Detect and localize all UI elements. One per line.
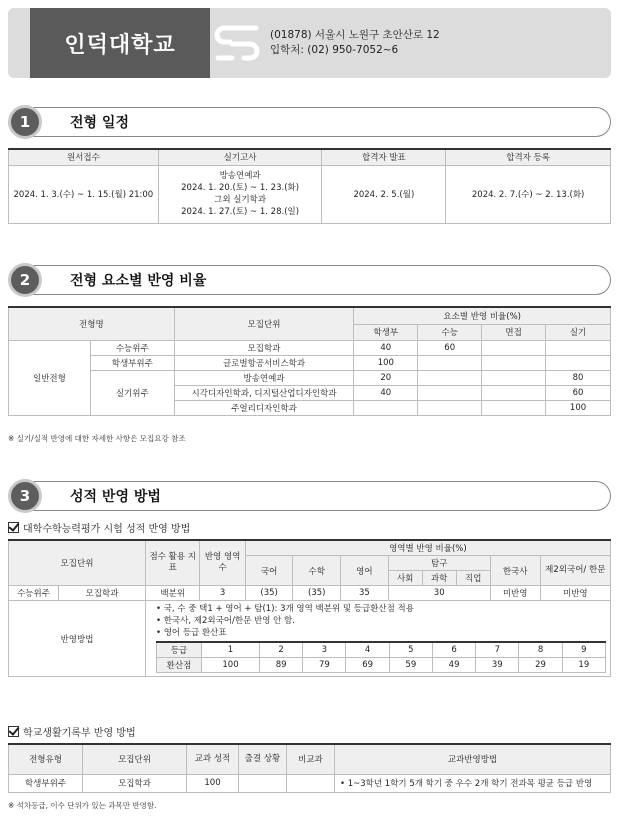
record-unit: 모집학과 [83,774,187,792]
grade-cell: 1 [202,642,260,658]
value-cell [482,385,546,400]
row-type: 수능위주 [9,586,59,601]
header-english: 영어 [341,556,389,586]
header-record-unit: 모집단위 [83,744,187,774]
score-cell: 100 [202,658,260,673]
apply-period: 2024. 1. 3.(수) ~ 1. 15.(월) 21:00 [9,165,159,223]
header-history: 한국사 [490,556,540,586]
exam-period [158,165,322,223]
grade-label: 등급 [157,642,202,658]
grade-cell: 6 [432,642,475,658]
address-text: (01878) 서울시 노원구 초안산로 12 [270,29,440,41]
section-title: 성적 반영 방법 [70,489,161,505]
header-attendance: 출결 상황 [239,744,287,774]
record-type: 학생부위주 [9,774,83,792]
row-foreign-lang: 미반영 [540,586,610,601]
header-col-record: 학생부 [354,324,418,340]
section-header-schedule [8,104,611,140]
grade-cell: 2 [260,642,303,658]
header-announce: 합격자 발표 [322,149,446,165]
row-math: (35) [293,586,341,601]
header-col-practical: 실기 [546,324,611,340]
value-cell [482,355,546,370]
section-title: 전형 요소별 반영 비율 [70,273,207,289]
value-cell [482,340,546,355]
score-cell: 49 [432,658,475,673]
header-record-method: 교과반영방법 [335,744,611,774]
sub-type: 실기위주 [90,370,174,415]
header-banner [8,8,611,78]
header-inquiry: 탐구 [388,556,490,571]
value-cell [482,400,546,415]
row-english: 35 [341,586,389,601]
score-cell: 39 [476,658,519,673]
exam-date-2: 2024. 1. 27.(토) ~ 1. 28.(일) [181,207,300,217]
header-unit: 모집단위 [174,307,354,340]
csat-table [8,539,611,677]
contact-info [270,28,440,58]
value-cell [546,340,611,355]
row-count: 3 [200,586,245,601]
value-cell [418,370,482,385]
score-label: 환산점 [157,658,202,673]
value-cell: 80 [546,370,611,385]
school-logo-box [30,8,210,78]
section-number: 1 [8,105,42,139]
subsection-title: 대학수학능력평가 시험 성적 반영 방법 [23,524,191,535]
row-history: 미반영 [490,586,540,601]
method-bullet: • 영어 등급 환산표 [156,628,227,638]
header-exam: 실기고사 [158,149,322,165]
subsection-title: 학교생활기록부 반영 방법 [23,728,136,739]
header-apply: 원서접수 [9,149,159,165]
checkbox-icon [8,726,19,737]
header-foreign-lang: 제2외국어/ 한문 [540,556,610,586]
header-count: 반영 영역수 [200,540,245,586]
grade-cell: 5 [389,642,432,658]
score-cell: 79 [303,658,346,673]
subsection-csat [8,520,190,535]
header-col-csat: 수능 [418,324,482,340]
row-index: 백분위 [146,586,200,601]
score-cell: 29 [519,658,562,673]
header-area: 영역별 반영 비율(%) [245,540,610,556]
header-type: 전형명 [9,307,175,340]
header-index: 점수 활용 지표 [146,540,200,586]
header-math: 수학 [293,556,341,586]
exam-dept-2: 그외 실기학과 [214,195,267,205]
value-cell [354,400,418,415]
header-science: 과학 [422,571,456,586]
value-cell [546,355,611,370]
unit-cell: 시각디자인학과, 디지털산업디자인학과 [174,385,354,400]
method-label: 반영방법 [9,601,146,677]
unit-cell: 방송연예과 [174,370,354,385]
value-cell: 60 [418,340,482,355]
header-social: 사회 [388,571,422,586]
phone-text: 입학처: (02) 950-7052~6 [270,44,399,56]
value-cell: 100 [546,400,611,415]
section-header-score [8,478,611,514]
row-korean: (35) [245,586,293,601]
exam-date-1: 2024. 1. 20.(토) ~ 1. 23.(화) [181,183,300,193]
record-table [8,743,611,793]
grade-cell: 9 [562,642,605,658]
value-cell [418,385,482,400]
unit-cell: 글로벌항공서비스학과 [174,355,354,370]
english-grade-table [156,641,606,673]
section-header-ratio [8,262,611,298]
section-number: 2 [8,263,42,297]
grade-cell: 8 [519,642,562,658]
header-record-type: 전형유형 [9,744,83,774]
exam-dept-1: 방송연예과 [219,171,261,181]
checkbox-icon [8,522,19,533]
unit-cell: 주얼리디자인학과 [174,400,354,415]
method-bullet: • 국, 수 중 택1 + 영어 + 탐(1): 3개 영역 백분위 및 등급환산점 적용 [156,604,414,614]
grade-cell: 3 [303,642,346,658]
chain-link-icon [212,20,262,66]
ratio-note: ※ 실기/실적 반영에 대한 자세한 사항은 모집요강 참조 [8,434,186,443]
score-cell: 19 [562,658,605,673]
header-korean: 국어 [245,556,293,586]
method-bullet: • 한국사, 제2외국어/한문 반영 안 함. [156,616,295,626]
record-attendance [239,774,287,792]
value-cell: 60 [546,385,611,400]
grade-cell: 7 [476,642,519,658]
header-grades: 교과 성적 [187,744,239,774]
value-cell: 20 [354,370,418,385]
subsection-record [8,724,136,739]
sub-type: 학생부위주 [90,355,174,370]
header-extracurricular: 비교과 [287,744,335,774]
unit-cell: 모집학과 [174,340,354,355]
record-method: • 1~3학년 1학기 5개 학기 중 우수 2개 학기 전과목 평균 등급 반영 [335,774,611,792]
record-extracurricular [287,774,335,792]
value-cell [418,400,482,415]
register-period: 2024. 2. 7.(수) ~ 2. 13.(화) [446,165,611,223]
value-cell: 40 [354,385,418,400]
score-cell: 89 [260,658,303,673]
group-name: 일반전형 [9,340,91,415]
value-cell [418,355,482,370]
grade-cell: 4 [346,642,389,658]
sub-type: 수능위주 [90,340,174,355]
header-vocational: 직업 [456,571,490,586]
row-inquiry: 30 [388,586,490,601]
score-cell: 69 [346,658,389,673]
method-content [146,601,611,677]
value-cell: 100 [354,355,418,370]
value-cell: 40 [354,340,418,355]
value-cell [482,370,546,385]
section-title: 전형 일정 [70,115,129,131]
section-number: 3 [8,479,42,513]
record-grades: 100 [187,774,239,792]
score-cell: 59 [389,658,432,673]
row-unit: 모집학과 [59,586,146,601]
announce-date: 2024. 2. 5.(월) [322,165,446,223]
schedule-table [8,148,611,224]
school-name: 인덕대학교 [64,32,176,58]
ratio-table [8,306,611,416]
header-register: 합격자 등록 [446,149,611,165]
header-col-interview: 면접 [482,324,546,340]
record-note: ※ 석차등급, 이수 단위가 있는 과목만 반영함. [8,801,157,810]
header-unit: 모집단위 [9,540,146,586]
header-ratio: 요소별 반영 비율(%) [354,307,611,324]
